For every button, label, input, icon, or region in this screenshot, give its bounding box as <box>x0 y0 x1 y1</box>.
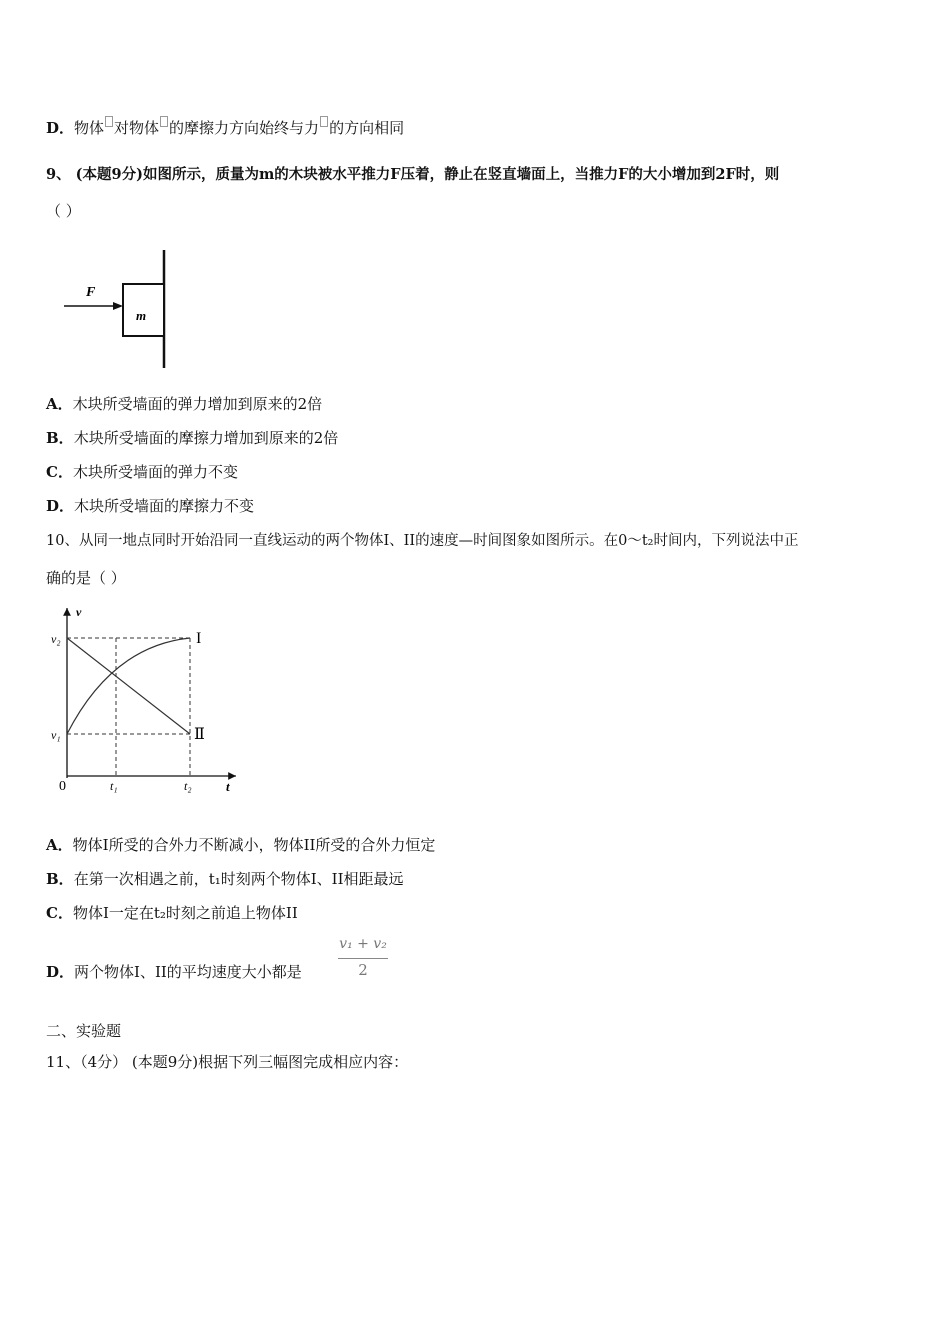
option-letter: D． <box>46 497 75 515</box>
option-text: 木块所受墙面的摩擦力不变 <box>74 497 255 515</box>
fraction-denominator: 2 <box>358 961 368 979</box>
missing-glyph-icon <box>320 116 328 127</box>
section-heading: 二、实验题 <box>46 1022 122 1040</box>
q8-option-d <box>46 116 404 138</box>
fraction-numerator: v₁ + v₂ <box>339 936 387 952</box>
force-label: F <box>86 285 96 300</box>
q10-option-a <box>46 835 435 855</box>
option-text-part: 物体 <box>74 119 105 137</box>
series-I-label: I <box>196 630 202 647</box>
fraction-bar <box>338 958 388 959</box>
series-II-label: Ⅱ <box>194 726 205 743</box>
option-letter: C． <box>46 463 73 481</box>
force-arrow-head <box>113 302 123 310</box>
y-tick-v2: v₂ <box>51 632 61 646</box>
vt-graph <box>46 600 246 800</box>
mass-label: m <box>136 308 147 323</box>
x-tick-t1: t₁ <box>110 779 118 793</box>
q10-option-c <box>46 903 298 923</box>
option-text: 物体I所受的合外力不断减小，物体II所受的合外力恒定 <box>72 836 436 854</box>
x-axis-label: t <box>226 779 230 794</box>
option-letter: B． <box>46 429 74 447</box>
q9-option-a <box>46 394 322 414</box>
q9-option-c <box>46 462 238 482</box>
option-text-part: 的方向相同 <box>329 119 405 137</box>
option-letter: B． <box>46 870 74 888</box>
option-text-part: 对物体 <box>114 119 160 137</box>
q11-stem: 11、（4分） (本题9分)根据下列三幅图完成相应内容： <box>46 1053 409 1071</box>
option-letter: A． <box>46 395 73 413</box>
option-letter: A． <box>46 836 73 854</box>
q10-stem-line2: 确的是（ ） <box>46 569 126 587</box>
series-II-line <box>67 638 190 734</box>
x-tick-t2: t₂ <box>184 779 192 793</box>
option-text: 木块所受墙面的弹力增加到原来的2倍 <box>72 395 323 413</box>
option-letter: C． <box>46 904 73 922</box>
option-text-part: 的摩擦力方向始终与力 <box>169 119 320 137</box>
option-text: 两个物体I、II的平均速度大小都是 <box>74 963 302 981</box>
q9-block-wall-figure <box>58 246 178 372</box>
y-axis-label: v <box>76 605 82 619</box>
option-text: 物体I一定在t₂时刻之前追上物体II <box>72 904 298 922</box>
y-tick-v1: v₁ <box>51 728 61 742</box>
option-text: 木块所受墙面的摩擦力增加到原来的2倍 <box>73 429 339 447</box>
option-text: 在第一次相遇之前，t₁时刻两个物体I、II相距最远 <box>73 870 404 888</box>
average-velocity-fraction <box>336 936 390 984</box>
origin-label: 0 <box>59 779 66 794</box>
q10-option-d <box>46 962 302 982</box>
missing-glyph-icon <box>105 116 113 127</box>
q9-option-d <box>46 496 254 516</box>
q10-option-b <box>46 869 404 889</box>
option-text: 木块所受墙面的弹力不变 <box>72 463 238 481</box>
q10-stem-line1: 10、从同一地点同时开始沿同一直线运动的两个物体I、II的速度—时间图象如图所示。在0～t₂时间内，下列说法中正 <box>46 533 799 549</box>
option-letter: D． <box>46 963 75 981</box>
option-letter: D． <box>46 119 75 137</box>
q9-stem-line2: （ ） <box>46 202 81 220</box>
q9-stem-line1: 9、 (本题9分)如图所示，质量为m的木块被水平推力F压着，静止在竖直墙面上，当推力F的大小增加到2F时，则 <box>46 166 780 183</box>
q9-option-b <box>46 428 338 448</box>
missing-glyph-icon <box>160 116 168 127</box>
